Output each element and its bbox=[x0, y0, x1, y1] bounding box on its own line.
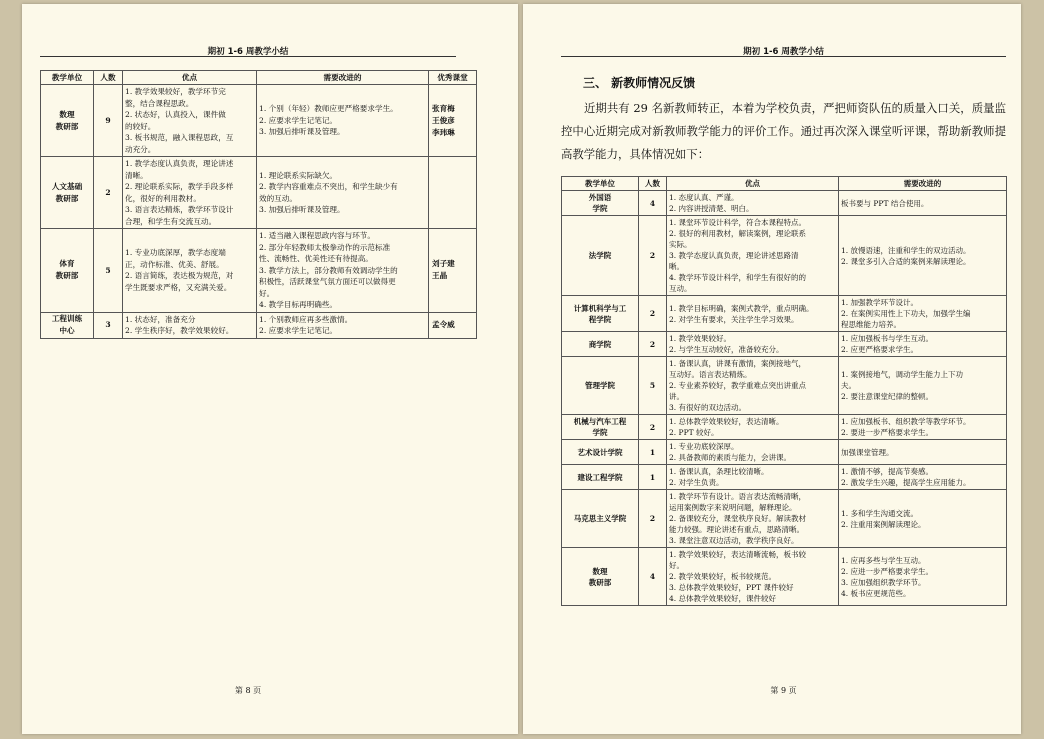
pros-cell-line: 2. 内容讲授清楚、明白。 bbox=[669, 204, 754, 213]
improve-cell bbox=[839, 465, 1007, 490]
pros-cell-line: 2. 很好的利用教材，解读案例，理论联系 bbox=[669, 229, 807, 238]
count-cell: 5 bbox=[639, 357, 667, 415]
pros-cell-line: 能力较强。理论讲述有重点，思路清晰。 bbox=[669, 525, 804, 534]
new-teacher-table bbox=[561, 176, 1007, 606]
pros-cell-line: 3. 总体教学效果较好，PPT 课件较好 bbox=[669, 583, 794, 592]
pros-cell-line: 1. 总体教学效果较好，表达清晰。 bbox=[669, 417, 784, 426]
pros-cell bbox=[667, 357, 839, 415]
improve-cell bbox=[839, 440, 1007, 465]
improve-cell-line: 2. 应要求学生记笔记。 bbox=[259, 115, 338, 125]
pros-cell-line: 晰。 bbox=[669, 262, 684, 271]
improve-cell-line: 1. 适当融入课程思政内容与环节。 bbox=[259, 231, 375, 240]
pros-cell-line: 3. 有很好的双边活动。 bbox=[669, 403, 747, 412]
unit-cell-line: 教研部 bbox=[55, 193, 79, 203]
excellent-cell-line: 王晶 bbox=[432, 271, 448, 281]
col-header-excellent: 优秀课堂 bbox=[429, 71, 477, 85]
page-header: 期初 1-6 周教学小结 bbox=[743, 47, 824, 57]
count-cell: 2 bbox=[639, 490, 667, 548]
improve-cell bbox=[257, 229, 429, 313]
pros-cell-line: 4. 总体教学效果较好，课件较好 bbox=[669, 594, 777, 603]
pros-cell-line: 互动好。语言表达精炼。 bbox=[669, 370, 752, 379]
pros-cell-line: 2. 状态好，认真投入，课件做 bbox=[125, 110, 226, 119]
pros-cell-line: 的较好。 bbox=[125, 121, 156, 131]
table-row bbox=[41, 229, 477, 313]
col-header-unit: 教学单位 bbox=[562, 177, 639, 191]
col-header-pros: 优点 bbox=[123, 71, 257, 85]
improve-cell-line: 1. 个别教师应再多些激情。 bbox=[259, 314, 353, 324]
unit-cell-line: 教研部 bbox=[55, 271, 79, 281]
unit-cell bbox=[41, 312, 94, 338]
improve-cell-line: 夫。 bbox=[841, 381, 856, 390]
improve-cell-line: 4. 教学目标再明确些。 bbox=[259, 300, 338, 309]
page-footer: 第 9 页 bbox=[770, 686, 797, 695]
header-rule bbox=[40, 56, 456, 57]
improve-cell-line: 3. 加强后排听课及管理。 bbox=[259, 127, 345, 137]
pros-cell-line: 1. 教学效果较好，表达清晰流畅，板书较 bbox=[669, 550, 807, 559]
pros-cell-line: 2. 专业素养较好，教学重难点突出讲重点 bbox=[669, 381, 807, 390]
table-row bbox=[562, 415, 1007, 440]
pros-cell-line: 动充分。 bbox=[125, 144, 156, 154]
unit-cell-line: 人文基础 bbox=[51, 181, 83, 191]
pros-cell-line: 1. 备课认真，讲课有激情，案例接地气， bbox=[669, 359, 807, 368]
excellent-cell bbox=[429, 85, 477, 157]
improve-cell-line: 2. 要注意课堂纪律的整顿。 bbox=[841, 392, 934, 401]
intro-paragraph: 近期共有 29 名新教师转正，本着为学校负责，严把师资队伍的质量入口关，质量监控中心近期完成对新教师教学能力的评价工作。通过再次深入课堂听评课，帮助新教师提高教学能力，具体情况如下： bbox=[561, 101, 1006, 161]
pros-cell-line: 2. 对学生负责。 bbox=[669, 478, 724, 487]
pros-cell-line: 2. 学生秩序好，教学效果较好。 bbox=[125, 326, 234, 335]
pros-cell-line: 1. 专业功底深厚，教学态度端 bbox=[125, 248, 226, 258]
pros-cell-line: 1. 教学效果较好，教学环节完 bbox=[125, 87, 226, 96]
improve-cell-line: 性、流畅性、优美性还有待提高。 bbox=[259, 254, 373, 263]
improve-cell bbox=[839, 490, 1007, 548]
pros-cell-line: 1. 专业功底较深厚。 bbox=[669, 442, 739, 451]
pros-cell bbox=[667, 191, 839, 216]
unit-cell-line: 商学院 bbox=[588, 339, 612, 349]
pros-cell-line: 清晰。 bbox=[125, 170, 148, 180]
improve-cell-line: 2. 应进一步严格要求学生。 bbox=[841, 566, 934, 576]
unit-cell-line: 学院 bbox=[592, 204, 608, 213]
improve-cell-line: 2. 注重用案例解读理论。 bbox=[841, 519, 926, 529]
pros-cell-line: 1. 教学目标明确，案例式教学，重点明确。 bbox=[669, 303, 814, 313]
excellent-cell-line: 张育梅 bbox=[432, 103, 455, 113]
improve-cell-line: 1. 应加强板书与学生互动。 bbox=[841, 334, 934, 343]
unit-cell bbox=[562, 490, 639, 548]
improve-cell-line: 1. 应再多些与学生互动。 bbox=[841, 555, 926, 565]
table-row bbox=[562, 296, 1007, 332]
table-row bbox=[41, 85, 477, 157]
improve-cell-line: 1. 应加强板书、组织教学等教学环节。 bbox=[841, 417, 971, 426]
pros-cell-line: 2. PPT 较好。 bbox=[669, 428, 719, 437]
improve-cell-line: 2. 在案例实用性上下功夫，加强学生编 bbox=[841, 309, 971, 318]
excellent-cell-line: 王俊彦 bbox=[432, 115, 455, 125]
count-cell: 4 bbox=[639, 191, 667, 216]
pros-cell-line: 2. 语言简练，表达极为规范，对 bbox=[125, 271, 234, 281]
pros-cell bbox=[667, 332, 839, 357]
unit-cell-line: 外国语 bbox=[588, 193, 612, 202]
count-cell: 1 bbox=[639, 440, 667, 465]
improve-cell bbox=[839, 191, 1007, 216]
improve-cell-line: 1. 放慢语速，注重和学生的双边活动。 bbox=[841, 245, 971, 255]
pros-cell bbox=[667, 465, 839, 490]
document-page-9 bbox=[523, 4, 1021, 734]
unit-cell-line: 数理 bbox=[59, 109, 75, 119]
table-header-row bbox=[562, 177, 1007, 191]
improve-cell-line: 2. 教学内容重难点不突出，和学生缺少有 bbox=[259, 182, 398, 191]
unit-cell-line: 教研部 bbox=[588, 577, 612, 587]
col-header-pros: 优点 bbox=[667, 177, 839, 191]
summary-table bbox=[40, 70, 477, 339]
count-cell: 1 bbox=[639, 465, 667, 490]
pros-cell bbox=[123, 229, 257, 313]
table-row bbox=[562, 440, 1007, 465]
improve-cell-line: 2. 要进一步严格要求学生。 bbox=[841, 428, 934, 437]
count-cell: 3 bbox=[94, 312, 123, 338]
unit-cell-line: 艺术设计学院 bbox=[577, 447, 623, 457]
excellent-cell-line: 孟令威 bbox=[432, 320, 455, 329]
improve-cell-line: 效的互动。 bbox=[259, 193, 297, 203]
unit-cell-line: 法学院 bbox=[588, 251, 612, 260]
unit-cell-line: 马克思主义学院 bbox=[573, 514, 627, 523]
unit-cell-line: 学院 bbox=[592, 428, 608, 437]
improve-cell bbox=[839, 357, 1007, 415]
improve-cell-line: 3. 加强后排听课及管理。 bbox=[259, 205, 345, 214]
improve-cell-line: 好。 bbox=[259, 288, 275, 298]
improve-cell-line: 1. 多和学生沟通交流。 bbox=[841, 508, 919, 518]
pros-cell-line: 1. 教学态度认真负责，理论讲述 bbox=[125, 159, 234, 168]
unit-cell bbox=[562, 332, 639, 357]
pros-cell-line: 3. 板书规范，融入课程思政，互 bbox=[125, 133, 234, 142]
unit-cell-line: 数理 bbox=[592, 566, 608, 576]
excellent-cell-line: 刘子建 bbox=[432, 259, 455, 269]
count-cell: 5 bbox=[94, 229, 123, 313]
pros-cell bbox=[123, 157, 257, 229]
unit-cell bbox=[562, 415, 639, 440]
count-cell: 9 bbox=[94, 85, 123, 157]
improve-cell-line: 1. 激情不够，提高节奏感。 bbox=[841, 467, 934, 476]
unit-cell bbox=[41, 157, 94, 229]
pros-cell-line: 1. 教学效果较好。 bbox=[669, 334, 732, 343]
table-row bbox=[562, 357, 1007, 415]
unit-cell bbox=[41, 85, 94, 157]
unit-cell-line: 中心 bbox=[59, 326, 75, 335]
unit-cell-line: 建设工程学院 bbox=[577, 472, 623, 482]
count-cell: 2 bbox=[639, 296, 667, 332]
document-page-8 bbox=[22, 4, 518, 734]
table-row bbox=[562, 216, 1007, 296]
pros-cell-line: 2. 对学生有要求，关注学生学习效果。 bbox=[669, 314, 799, 324]
count-cell: 2 bbox=[94, 157, 123, 229]
improve-cell bbox=[839, 296, 1007, 332]
table-row bbox=[41, 157, 477, 229]
improve-cell-line: 2. 课堂多引入合适的案例来解读理论。 bbox=[841, 256, 971, 266]
page-footer: 第 8 页 bbox=[234, 686, 262, 695]
pros-cell bbox=[667, 548, 839, 606]
table-row bbox=[562, 191, 1007, 216]
pros-cell-line: 3. 课堂注意双边活动，教学秩序良好。 bbox=[669, 536, 799, 545]
col-header-count: 人数 bbox=[639, 177, 667, 191]
pros-cell-line: 1. 态度认真、严谨。 bbox=[669, 193, 739, 202]
improve-cell-line: 1. 案例接地气，调动学生能力上下功 bbox=[841, 370, 964, 379]
improve-cell bbox=[257, 312, 429, 338]
unit-cell-line: 教研部 bbox=[55, 121, 79, 131]
improve-cell-line: 1. 理论联系实际缺欠。 bbox=[259, 170, 338, 180]
improve-cell-line: 2. 应要求学生记笔记。 bbox=[259, 326, 338, 335]
pros-cell-line: 整，结合课程思政。 bbox=[125, 98, 194, 108]
unit-cell bbox=[562, 296, 639, 332]
unit-cell-line: 管理学院 bbox=[585, 381, 615, 390]
count-cell: 2 bbox=[639, 332, 667, 357]
pros-cell-line: 3. 语言表达精炼，教学环节设计 bbox=[125, 205, 234, 214]
pros-cell-line: 正，动作标准、优美、舒展。 bbox=[125, 259, 224, 269]
pros-cell bbox=[667, 415, 839, 440]
improve-cell-line: 3. 应加强组织教学环节。 bbox=[841, 577, 926, 587]
unit-cell-line: 体育 bbox=[59, 259, 75, 269]
improve-cell-line: 2. 部分年轻教师太极拳动作的示范标准 bbox=[259, 242, 391, 252]
pros-cell bbox=[667, 296, 839, 332]
improve-cell-line: 2. 应更严格要求学生。 bbox=[841, 345, 919, 354]
table-row bbox=[562, 332, 1007, 357]
pros-cell-line: 运用案例数字来说明问题，解释理论。 bbox=[669, 503, 797, 512]
pros-cell bbox=[123, 312, 257, 338]
pros-cell-line: 2. 理论联系实际，教学手段多样 bbox=[125, 182, 234, 191]
pros-cell-line: 1. 教学环节有设计。语言表达流畅清晰， bbox=[669, 492, 807, 501]
col-header-improve: 需要改进的 bbox=[257, 71, 429, 85]
unit-cell-line: 工程训练 bbox=[51, 314, 83, 323]
improve-cell bbox=[257, 157, 429, 229]
pros-cell-line: 2. 与学生互动较好，准备较充分。 bbox=[669, 345, 784, 354]
pros-cell-line: 1. 备课认真，条理比较清晰。 bbox=[669, 467, 769, 476]
excellent-cell-line: 李玮琳 bbox=[432, 127, 455, 137]
col-header-unit: 教学单位 bbox=[41, 71, 94, 85]
unit-cell bbox=[562, 191, 639, 216]
pros-cell-line: 合理，和学生有交流互动。 bbox=[125, 216, 217, 226]
unit-cell bbox=[562, 548, 639, 606]
improve-cell-line: 4. 板书应更规范些。 bbox=[841, 588, 911, 598]
pros-cell-line: 互动。 bbox=[669, 284, 692, 293]
count-cell: 2 bbox=[639, 216, 667, 296]
pros-cell-line: 1. 状态好，准备充分 bbox=[125, 314, 196, 324]
count-cell: 4 bbox=[639, 548, 667, 606]
page-header: 期初 1-6 周教学小结 bbox=[207, 47, 289, 57]
pros-cell-line: 2. 备课较充分，课堂秩序良好。解读教材 bbox=[669, 514, 807, 523]
col-header-improve: 需要改进的 bbox=[839, 177, 1007, 191]
unit-cell bbox=[562, 357, 639, 415]
excellent-cell bbox=[429, 157, 477, 229]
pros-cell-line: 学生既要求严格，又充满关爱。 bbox=[125, 282, 232, 292]
improve-cell-line: 积极性，活跃课堂气氛方面还可以做得更 bbox=[259, 277, 396, 286]
col-header-count: 人数 bbox=[94, 71, 123, 85]
pros-cell-line: 2. 教学效果较好，板书较规范。 bbox=[669, 572, 777, 581]
excellent-cell bbox=[429, 312, 477, 338]
unit-cell-line: 计算机科学与工 bbox=[573, 303, 627, 313]
improve-cell-line: 1. 个别（年轻）教师应更严格要求学生。 bbox=[259, 104, 398, 114]
improve-cell-line: 加强课堂管理。 bbox=[841, 447, 894, 457]
pros-cell-line: 2. 具备教师的素质与能力，会讲课。 bbox=[669, 453, 792, 462]
pros-cell-line: 3. 教学态度认真负责，理论讲述思路清 bbox=[669, 251, 799, 260]
section-title: 三、 新教师情况反馈 bbox=[583, 76, 696, 90]
table-row bbox=[41, 312, 477, 338]
unit-cell-line: 程学院 bbox=[588, 314, 612, 324]
improve-cell-line: 3. 教学方法上，部分教师有效调动学生的 bbox=[259, 265, 398, 275]
excellent-cell bbox=[429, 229, 477, 313]
unit-cell bbox=[41, 229, 94, 313]
improve-cell-line: 程思维能力培养。 bbox=[841, 320, 901, 329]
improve-cell bbox=[839, 415, 1007, 440]
unit-cell bbox=[562, 440, 639, 465]
improve-cell-line: 2. 激发学生兴趣，提高学生应用能力。 bbox=[841, 478, 971, 487]
table-row bbox=[562, 465, 1007, 490]
count-cell: 2 bbox=[639, 415, 667, 440]
unit-cell bbox=[562, 465, 639, 490]
table-row bbox=[562, 490, 1007, 548]
pros-cell-line: 4. 教学环节设计科学，和学生有很好的的 bbox=[669, 273, 807, 282]
improve-cell bbox=[839, 548, 1007, 606]
pros-cell bbox=[123, 85, 257, 157]
header-rule bbox=[561, 56, 1006, 57]
unit-cell-line: 机械与汽车工程 bbox=[573, 417, 627, 426]
pros-cell-line: 1. 课堂环节设计科学，符合本课程特点。 bbox=[669, 218, 807, 227]
pros-cell-line: 好。 bbox=[669, 561, 684, 570]
pros-cell-line: 化，很好的利用教材。 bbox=[125, 193, 201, 203]
pros-cell bbox=[667, 216, 839, 296]
improve-cell-line: 1. 加强教学环节设计。 bbox=[841, 298, 919, 307]
improve-cell bbox=[839, 332, 1007, 357]
table-row bbox=[562, 548, 1007, 606]
table-header-row bbox=[41, 71, 477, 85]
pros-cell-line: 讲。 bbox=[669, 392, 684, 401]
improve-cell bbox=[257, 85, 429, 157]
pros-cell bbox=[667, 490, 839, 548]
improve-cell bbox=[839, 216, 1007, 296]
pros-cell-line: 实际。 bbox=[669, 240, 692, 249]
pros-cell bbox=[667, 440, 839, 465]
improve-cell-line: 板书要与 PPT 结合使用。 bbox=[841, 198, 929, 208]
unit-cell bbox=[562, 216, 639, 296]
